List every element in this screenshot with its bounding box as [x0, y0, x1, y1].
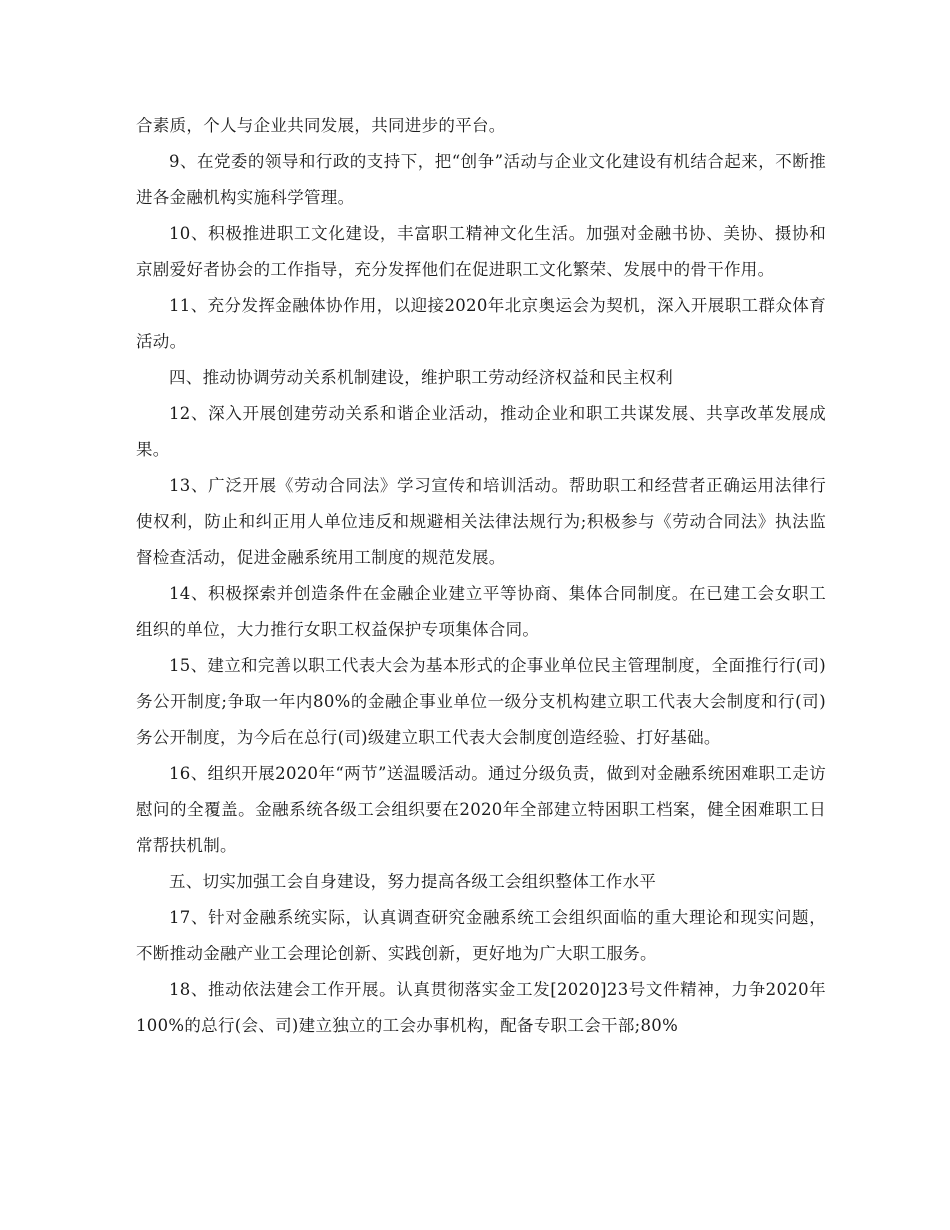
document-body: [136, 108, 826, 1044]
paragraph-item-17: 17、针对金融系统实际，认真调查研究金融系统工会组织面临的重大理论和现实问题，不断推动金融产业工会理论创新、实践创新，更好地为广大职工服务。: [136, 908, 826, 963]
paragraph-item-16: 16、组织开展2020年“两节”送温暖活动。通过分级负责，做到对金融系统困难职工走访慰问的全覆盖。金融系统各级工会组织要在2020年全部建立特困职工档案，健全困难职工日常帮扶机制。: [136, 764, 826, 855]
paragraph-continuation: 合素质，个人与企业共同发展，共同进步的平台。: [136, 116, 506, 135]
section-heading-5: 五、切实加强工会自身建设，努力提高各级工会组织整体工作水平: [169, 872, 657, 891]
paragraph-item-12: 12、深入开展创建劳动关系和谐企业活动，推动企业和职工共谋发展、共享改革发展成果。: [136, 404, 826, 459]
paragraph-item-15: 15、建立和完善以职工代表大会为基本形式的企事业单位民主管理制度，全面推行行(司)务公开制度;争取一年内80%的金融企事业单位一级分支机构建立职工代表大会制度和行(司)务公开制度，为今后在总行(司)级建立职工代表大会制度创造经验、打好基础。: [136, 656, 826, 747]
section-heading-4: 四、推动协调劳动关系机制建设，维护职工劳动经济权益和民主权利: [169, 368, 673, 387]
paragraph-item-13: 13、广泛开展《劳动合同法》学习宣传和培训活动。帮助职工和经营者正确运用法律行使权利，防止和纠正用人单位违反和规避相关法律法规行为;积极参与《劳动合同法》执法监督检查活动，促进金融系统用工制度的规范发展。: [136, 476, 826, 567]
paragraph-item-18: 18、推动依法建会工作开展。认真贯彻落实金工发[2020]23号文件精神，力争2020年100%的总行(会、司)建立独立的工会办事机构，配备专职工会干部;80%: [136, 980, 826, 1035]
paragraph-item-10: 10、积极推进职工文化建设，丰富职工精神文化生活。加强对金融书协、美协、摄协和京剧爱好者协会的工作指导，充分发挥他们在促进职工文化繁荣、发展中的骨干作用。: [136, 224, 826, 279]
paragraph-item-11: 11、充分发挥金融体协作用，以迎接2020年北京奥运会为契机，深入开展职工群众体育活动。: [136, 296, 826, 351]
paragraph-item-14: 14、积极探索并创造条件在金融企业建立平等协商、集体合同制度。在已建工会女职工组织的单位，大力推行女职工权益保护专项集体合同。: [136, 584, 826, 639]
paragraph-item-9: 9、在党委的领导和行政的支持下，把“创争”活动与企业文化建设有机结合起来，不断推进各金融机构实施科学管理。: [136, 152, 826, 207]
